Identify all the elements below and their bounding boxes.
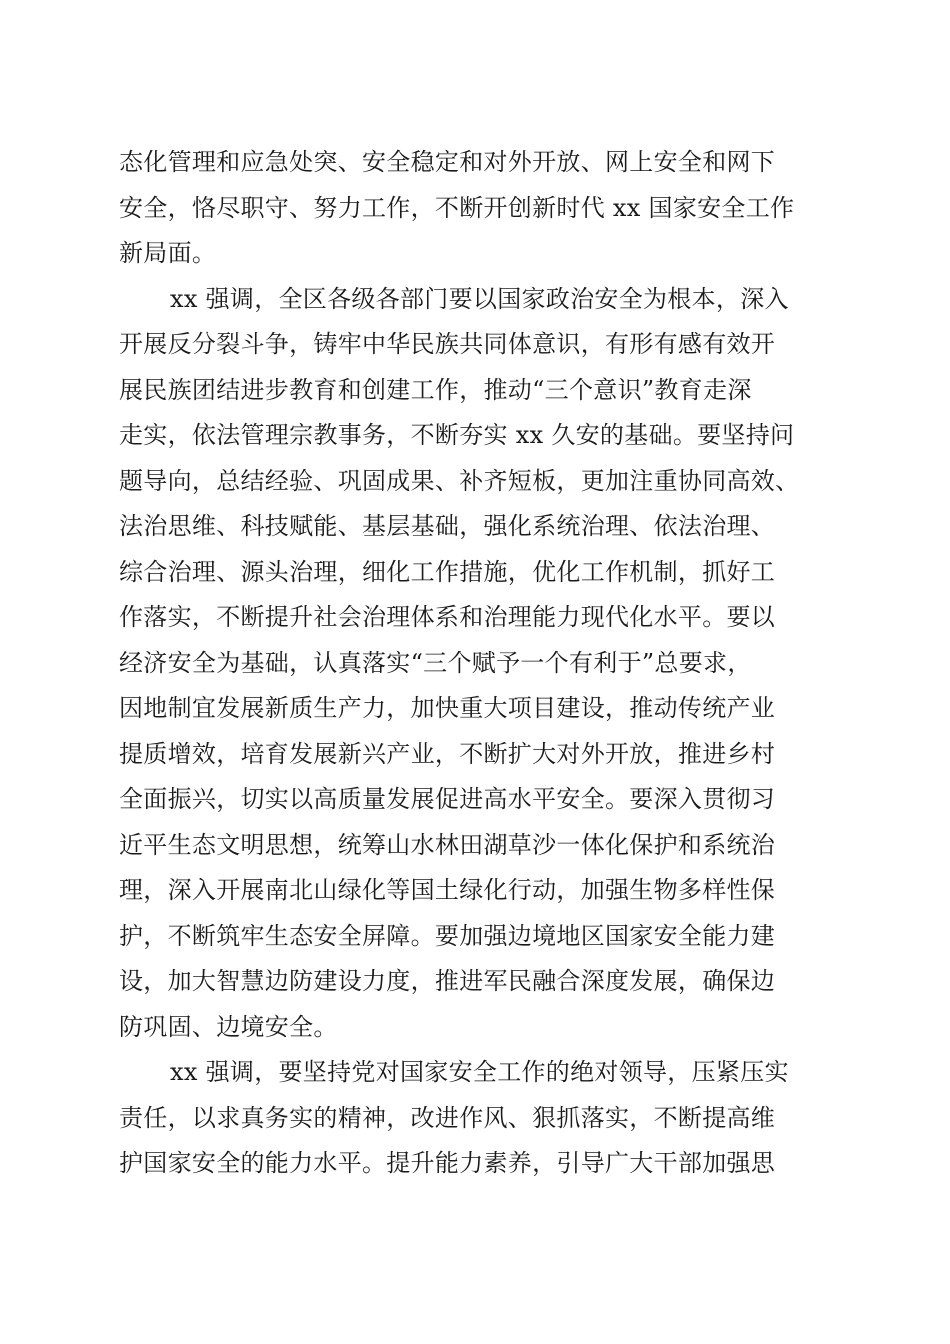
paragraph-1 <box>119 140 839 277</box>
text-line: 作落实，不断提升社会治理体系和治理能力现代化水平。要以 <box>119 603 776 631</box>
text-line: 走实，依法管理宗教事务，不断夯实 xx 久安的基础。要坚持问 <box>119 421 795 449</box>
text-line: 防巩固、边境安全。 <box>119 1012 338 1041</box>
text-line: 新局面。 <box>119 239 217 267</box>
text-line: 提质增效，培育发展新兴产业，不断扩大对外开放，推进乡村 <box>119 739 776 768</box>
text-line: 护，不断筑牢生态安全屏障。要加强边境地区国家安全能力建 <box>119 921 776 950</box>
text-line: 开展反分裂斗争，铸牢中华民族共同体意识，有形有感有效开 <box>119 330 776 358</box>
text-line: 因地制宜发展新质生产力，加快重大项目建设，推动传统产业 <box>119 694 776 722</box>
text-line: 近平生态文明思想，统筹山水林田湖草沙一体化保护和系统治 <box>119 830 776 859</box>
text-line: 展民族团结进步教育和创建工作，推动“三个意识”教育走深 <box>119 375 752 404</box>
text-line: 题导向，总结经验、巩固成果、补齐短板，更加注重协同高效、 <box>119 466 800 495</box>
paragraph-2 <box>119 277 839 1051</box>
paragraph-3 <box>119 1050 839 1187</box>
text-line: 安全，恪尽职守、努力工作，不断开创新时代 xx 国家安全工作 <box>119 193 795 222</box>
text-line-first: xx 强调，全区各级各部门要以国家政治安全为根本，深入 <box>170 284 789 313</box>
text-line: 经济安全为基础，认真落实“三个赋予一个有利于”总要求， <box>119 648 752 677</box>
text-line: 设，加大智慧边防建设力度，推进军民融合深度发展，确保边 <box>119 967 776 995</box>
text-line-first: xx 强调，要坚持党对国家安全工作的绝对领导，压紧压实 <box>170 1058 789 1086</box>
document-body <box>119 140 839 1187</box>
text-line: 态化管理和应急处突、安全稳定和对外开放、网上安全和网下 <box>119 148 776 176</box>
text-line: 综合治理、源头治理，细化工作措施，优化工作机制，抓好工 <box>119 557 776 586</box>
text-line: 理，深入开展南北山绿化等国土绿化行动，加强生物多样性保 <box>119 876 776 904</box>
text-line: 责任，以求真务实的精神，改进作风、狠抓落实，不断提高维 <box>119 1103 776 1132</box>
text-line: 护国家安全的能力水平。提升能力素养，引导广大干部加强思 <box>119 1149 776 1177</box>
text-line: 全面振兴，切实以高质量发展促进高水平安全。要深入贯彻习 <box>119 785 776 813</box>
text-line: 法治思维、科技赋能、基层基础，强化系统治理、依法治理、 <box>119 512 776 540</box>
